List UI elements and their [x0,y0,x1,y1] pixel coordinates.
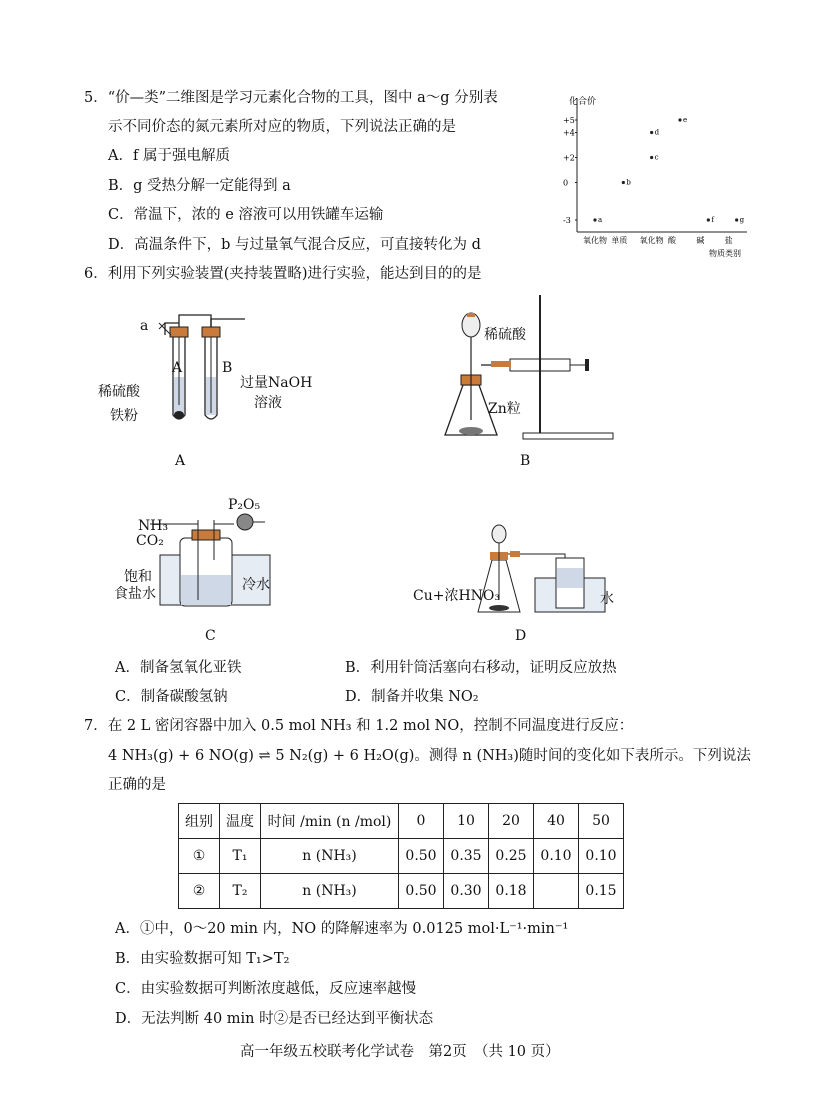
chart-point-c [650,156,653,159]
label-iron-powder: 铁粉 [110,408,138,424]
table-cell: 0.30 [444,874,489,909]
label-naoh-line2: 溶液 [254,395,282,411]
chart-x-tick: 氧化物 [583,236,607,245]
apparatus-b-figure [435,295,635,445]
table-cell: ① [179,839,220,874]
table-row [179,839,624,874]
label-cold-water: 冷水 [242,577,270,593]
label-cu-hno3: Cu+浓HNO₃ [413,588,501,604]
table-cell: 0.50 [399,839,444,874]
q6-stem: 6．利用下列实验装置(夹持装置略)进行实验，能达到目的的是 [84,266,482,282]
chart-y-tick: +5 [563,116,575,125]
label-nh3: NH₃ [138,518,169,534]
q6-option-d: D．制备并收集 NO₂ [345,689,479,705]
q5-option-b: B．g 受热分解一定能得到 a [108,178,291,194]
table-row [179,874,624,909]
chart-point-label-c: c [654,153,659,162]
label-p2o5: P₂O₅ [228,497,261,513]
table-header: 0 [399,804,444,839]
chart-point-a [593,218,596,221]
chart-y-tick: +2 [563,153,575,163]
chart-x-tick: 单质 [611,236,628,245]
chart-y-label: 化合价 [569,97,597,107]
label-dilute-h2so4-a: 稀硫酸 [98,384,140,400]
table-header: 组别 [179,804,220,839]
table-cell: 0.18 [489,874,534,909]
q6-option-b: B．利用针筒活塞向右移动，证明反应放热 [345,660,617,676]
q7-stem-line2: 4 NH₃(g) + 6 NO(g) ⇌ 5 N₂(g) + 6 H₂O(g)。测得 n (NH₃)随时间的变化如下表所示。下列说法 [108,748,751,764]
q7-stem-line1: 7．在 2 L 密闭容器中加入 0.5 mol NH₃ 和 1.2 mol NO，控制不同温度进行反应： [84,718,634,734]
table-cell: n (NH₃) [261,874,399,909]
chart-point-g [735,218,738,221]
nh3-data-table [178,803,624,909]
table-header: 10 [444,804,489,839]
table-cell: 0.10 [579,839,624,874]
table-cell: 0.50 [399,874,444,909]
caption-d: D [515,628,527,644]
table-cell: 0.25 [489,839,534,874]
label-co2: CO₂ [136,533,164,549]
table-cell: ② [179,874,220,909]
chart-point-label-g: g [739,216,745,224]
label-dilute-h2so4-b: 稀硫酸 [484,327,526,343]
chart-x-tick: 碱 [696,236,705,245]
table-cell [534,874,579,909]
valence-class-chart [555,88,785,258]
chart-point-b [622,181,625,184]
caption-c: C [205,628,216,644]
table-cell: 0.10 [534,839,579,874]
q7-option-a: A．①中，0～20 min 内，NO 的降解速率为 0.0125 mol·L⁻¹·min⁻¹ [115,921,569,937]
page-footer: 高一年级五校联考化学试卷 第2页 （共 10 页） [240,1044,560,1060]
table-cell: n (NH₃) [261,839,399,874]
table-cell: T₂ [220,874,261,909]
chart-point-label-e: e [683,116,688,124]
table-cell: T₁ [220,839,261,874]
chart-y-tick: -3 [563,216,571,225]
table-header: 时间 /min (n /mol) [261,804,399,839]
chart-point-e [678,118,681,121]
table-header: 50 [579,804,624,839]
q5-option-d: D．高温条件下，b 与过量氧气混合反应，可直接转化为 d [108,237,481,253]
chart-point-label-a: a [598,216,603,224]
q5-stem-line2: 示不同价态的氮元素所对应的物质，下列说法正确的是 [108,119,456,135]
label-tube-b: B [222,360,233,376]
chart-point-label-d: d [654,128,660,137]
q6-option-c: C．制备碳酸氢钠 [115,689,228,705]
table-header: 20 [489,804,534,839]
q7-option-b: B．由实验数据可知 T₁>T₂ [115,951,290,967]
chart-point-d [650,131,653,134]
chart-point-label-f: f [711,216,714,224]
q6-option-a: A．制备氢氧化亚铁 [115,660,242,676]
q7-option-c: C．由实验数据可判断浓度越低，反应速率越慢 [115,981,417,997]
chart-x-tick: 氧化物 [639,236,664,245]
chart-point-label-b: b [626,178,631,187]
chart-point-f [707,218,710,221]
table-header: 40 [534,804,579,839]
chart-x-tick: 盐 [724,236,733,245]
caption-a: A [175,453,186,469]
caption-b: B [520,453,531,469]
table-cell: 0.35 [444,839,489,874]
chart-y-tick: 0 [563,178,569,188]
q5-option-c: C．常温下，浓的 e 溶液可以用铁罐车运输 [108,207,384,223]
table-cell: 0.15 [579,874,624,909]
label-naoh-line1: 过量NaOH [240,375,313,391]
label-brine: 食盐水 [114,586,156,602]
q7-option-d: D．无法判断 40 min 时②是否已经达到平衡状态 [115,1011,434,1027]
label-saturated: 饱和 [124,569,152,585]
label-valve-a: a [140,318,149,334]
label-zn-granules: Zn粒 [488,401,521,417]
chart-y-tick: +4 [563,128,575,138]
q7-stem-line3: 正确的是 [108,777,166,793]
chart-x-tick: 酸 [668,236,676,245]
table-header: 温度 [220,804,261,839]
label-tube-a: A [172,360,183,376]
chart-x-label: 物质类别 [709,249,741,258]
label-water: 水 [600,591,614,607]
q5-option-a: A．f 属于强电解质 [108,148,230,164]
table-header-row [179,804,624,839]
q5-stem-line1: 5．“价—类”二维图是学习元素化合物的工具，图中 a～g 分别表 [84,90,498,106]
